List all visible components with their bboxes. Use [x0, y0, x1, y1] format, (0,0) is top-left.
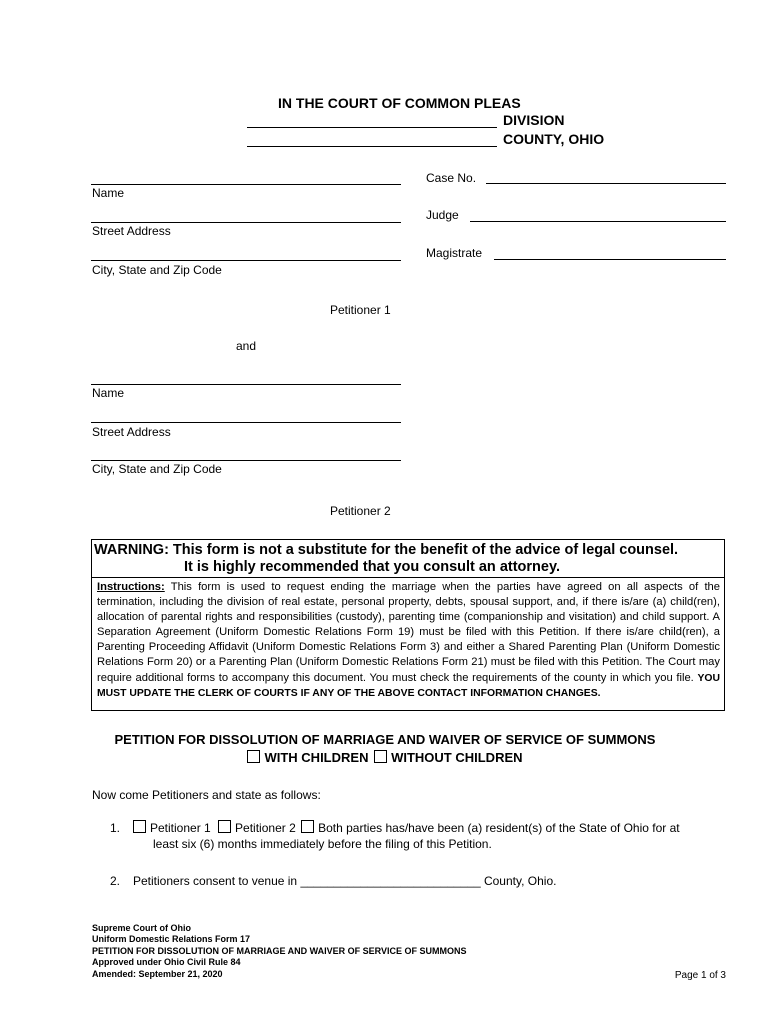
- petitioner2-resident-checkbox[interactable]: [218, 820, 231, 833]
- instructions-notice: YOU MUST UPDATE THE CLERK OF COURTS IF ANY OF THE ABOVE CONTACT INFORMATION CHANGES.: [97, 672, 720, 699]
- without-children-checkbox[interactable]: [374, 750, 387, 763]
- footer: [92, 923, 467, 980]
- instructions-body: This form is used to request ending the marriage when the parties have agreed on all aspects of the termination, including the division of real estate, personal property, debts, spousal support, and, if there is/are (a) child(ren), allocation of parental rights and responsibilities (custody), parenting time (companionship and visitation) and child support. A Separation Agreement (Uniform Domestic Relations Form 19) must be filed with this Petition. If there is/are child(ren), a Parenting Proceeding Affidavit (Uniform Domestic Relations Form 3) and either a Shared Parenting Plan (Uniform Domestic Relations Form 20) or a Parenting Plan (Uniform Domestic Relations Form 21) must be filed with this Petition. The Court may require additional forms to accompany this document. You must check the requirements of the county in which you file.: [97, 581, 720, 684]
- item-2-venue-text: Petitioners consent to venue in ___________________________ County, Ohio.: [133, 874, 557, 888]
- item-1-option-2: Petitioner 2: [235, 821, 296, 835]
- petitioner1-name-field[interactable]: [91, 184, 401, 185]
- county-field[interactable]: [247, 146, 497, 147]
- petitioner1-resident-checkbox[interactable]: [133, 820, 146, 833]
- magistrate-field[interactable]: [494, 259, 726, 260]
- children-options: [0, 749, 770, 767]
- petitioner2-name-label: Name: [92, 386, 125, 400]
- judge-label: Judge: [426, 208, 459, 222]
- item-2-number: 2.: [110, 874, 121, 888]
- petitioner1-name-label: Name: [92, 186, 125, 200]
- petitioner2-street-field[interactable]: [91, 422, 401, 423]
- division-field[interactable]: [247, 127, 497, 128]
- page-number: Page 1 of 3: [674, 970, 726, 981]
- county-label: COUNTY, OHIO: [503, 131, 605, 147]
- warning-title: [94, 542, 722, 576]
- petitioner1-city-field[interactable]: [91, 260, 401, 261]
- petitioner2-role: Petitioner 2: [330, 504, 391, 518]
- petition-title: PETITION FOR DISSOLUTION OF MARRIAGE AND WAIVER OF SERVICE OF SUMMONS: [114, 732, 656, 747]
- judge-field[interactable]: [470, 221, 726, 222]
- item-1-line-2: least six (6) months immediately before the filing of this Petition.: [153, 837, 492, 851]
- division-label: DIVISION: [503, 112, 565, 128]
- petitioner1-street-field[interactable]: [91, 222, 401, 223]
- both-resident-checkbox[interactable]: [301, 820, 314, 833]
- and-label: and: [236, 339, 257, 353]
- instructions-heading: Instructions:: [97, 581, 165, 593]
- petitioner1-city-label: City, State and Zip Code: [92, 263, 222, 277]
- item-1-number: 1.: [110, 821, 121, 835]
- item-1-option-3: Both parties has/have been (a) resident(s) of the State of Ohio for at: [318, 821, 680, 835]
- petitioner2-city-label: City, State and Zip Code: [92, 462, 222, 476]
- footer-line-4: Approved under Ohio Civil Rule 84: [92, 957, 241, 968]
- warning-line-1: WARNING: This form is not a substitute for the benefit of the advice of legal counsel.: [94, 542, 679, 558]
- with-children-label: WITH CHILDREN: [264, 750, 369, 765]
- court-title: IN THE COURT OF COMMON PLEAS: [278, 95, 521, 111]
- magistrate-label: Magistrate: [426, 246, 483, 260]
- instructions-text: [92, 577, 724, 701]
- item-1: [133, 820, 680, 836]
- petitioner2-street-label: Street Address: [92, 425, 171, 439]
- petitioner2-name-field[interactable]: [91, 384, 401, 385]
- footer-line-2: Uniform Domestic Relations Form 17: [92, 934, 251, 945]
- case-no-label: Case No.: [426, 171, 477, 185]
- with-children-checkbox[interactable]: [247, 750, 260, 763]
- case-no-field[interactable]: [486, 183, 726, 184]
- warning-box: [91, 539, 725, 711]
- without-children-label: WITHOUT CHILDREN: [391, 750, 523, 765]
- petitioner1-street-label: Street Address: [92, 224, 171, 238]
- item-1-option-1: Petitioner 1: [150, 821, 211, 835]
- petitioner2-city-field[interactable]: [91, 460, 401, 461]
- footer-line-1: Supreme Court of Ohio: [92, 923, 191, 933]
- warning-line-2: It is highly recommended that you consult an attorney.: [184, 559, 560, 575]
- intro-text: Now come Petitioners and state as follows:: [92, 788, 321, 802]
- footer-line-5: Amended: September 21, 2020: [92, 968, 223, 979]
- footer-line-3: PETITION FOR DISSOLUTION OF MARRIAGE AND WAIVER OF SERVICE OF SUMMONS: [92, 945, 467, 956]
- petitioner1-role: Petitioner 1: [330, 303, 391, 317]
